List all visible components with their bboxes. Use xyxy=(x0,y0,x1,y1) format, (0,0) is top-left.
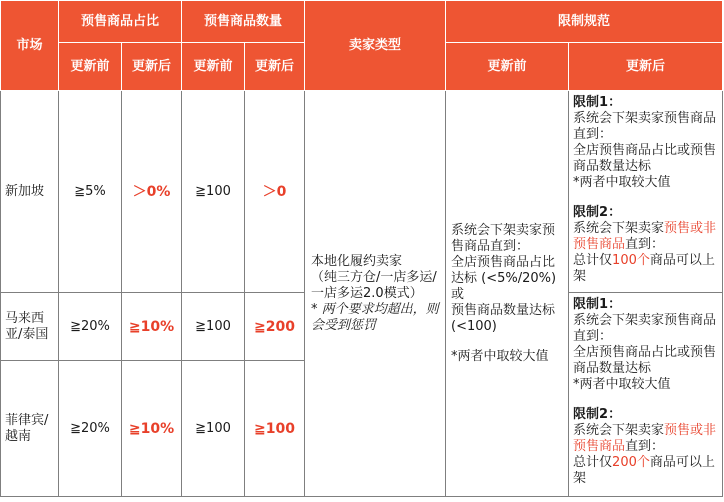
limit1-text3: *两者中取较大值 xyxy=(573,175,671,190)
market-cell: 菲律宾/越南 xyxy=(1,361,59,497)
header-qty-after: 更新后 xyxy=(245,43,305,91)
limit2-count: 100个 xyxy=(612,253,650,268)
rule-before-text4: 预售商品数量达标 (<100) xyxy=(451,302,556,334)
qty-before-cell: ≧100 xyxy=(182,91,245,293)
limit1-text1: 系统会下架卖家预售商品直到： xyxy=(573,313,717,344)
header-presale-ratio: 预售商品占比 xyxy=(59,1,182,43)
qty-after-cell: ≧100 xyxy=(245,361,305,497)
table-row xyxy=(1,91,723,293)
ratio-before-cell: ≧20% xyxy=(59,361,122,497)
limit1-title: 限制1： xyxy=(573,95,622,110)
ratio-after-cell: ≧10% xyxy=(122,293,182,361)
seller-type-line1: 本地化履约卖家 xyxy=(311,253,403,269)
limit2-text: 系统会下架卖家预售或非预售商品直到： xyxy=(573,423,717,454)
ratio-before-cell: ≧5% xyxy=(59,91,122,293)
limit2-title: 限制2： xyxy=(573,205,622,220)
header-seller-type: 卖家类型 xyxy=(305,1,446,91)
limit2-count: 200个 xyxy=(612,455,650,470)
rule-before-text1: 系统会下架卖家预售商品直到： xyxy=(451,222,556,254)
header-ratio-before: 更新前 xyxy=(59,43,122,91)
qty-before-cell: ≧100 xyxy=(182,293,245,361)
limit2-title: 限制2： xyxy=(573,407,622,422)
presale-or-nonpresale-label: 预售或非预售商品 xyxy=(573,423,717,454)
limit2-count-text: 总计仅100个商品可以上架 xyxy=(573,253,715,284)
seller-type-cell xyxy=(305,91,446,497)
rule-before-text5: *两者中取较大值 xyxy=(451,348,549,364)
rule-before-text3: 或 xyxy=(451,286,465,302)
ratio-after-cell: ＞0% xyxy=(122,91,182,293)
market-cell: 新加坡 xyxy=(1,91,59,293)
ratio-after-cell: ≧10% xyxy=(122,361,182,497)
rule-before-cell xyxy=(446,91,569,497)
seller-penalty-note: * 两个要求均超出，则会受到惩罚 xyxy=(311,301,439,333)
limit1-title: 限制1： xyxy=(573,297,622,312)
ratio-before-cell: ≧20% xyxy=(59,293,122,361)
header-rule-before: 更新前 xyxy=(446,43,569,91)
header-qty-before: 更新前 xyxy=(182,43,245,91)
limit1-text3: *两者中取较大值 xyxy=(573,377,671,392)
presale-or-nonpresale-label: 预售或非预售商品 xyxy=(573,221,717,252)
limit1-text2: 全店预售商品占比或预售商品数量达标 xyxy=(573,345,717,376)
header-rule-after: 更新后 xyxy=(569,43,723,91)
qty-before-cell: ≧100 xyxy=(182,361,245,497)
header-market: 市场 xyxy=(1,1,59,91)
header-presale-quantity: 预售商品数量 xyxy=(182,1,305,43)
limit1-text1: 系统会下架卖家预售商品直到： xyxy=(573,111,717,142)
rule-after-other-cell xyxy=(569,293,723,497)
qty-after-cell: ＞0 xyxy=(245,91,305,293)
rule-before-text2: 全店预售商品占比达标 (<5%/20%) xyxy=(451,254,557,286)
market-cell: 马来西亚/泰国 xyxy=(1,293,59,361)
rule-after-sg-cell xyxy=(569,91,723,293)
limit2-count-text: 总计仅200个商品可以上架 xyxy=(573,455,715,486)
qty-after-cell: ≧200 xyxy=(245,293,305,361)
header-ratio-after: 更新后 xyxy=(122,43,182,91)
header-restriction-rules: 限制规范 xyxy=(446,1,723,43)
seller-type-line2: （纯三方仓/一店多运/一店多运2.0模式） xyxy=(311,269,437,301)
limit1-text2: 全店预售商品占比或预售商品数量达标 xyxy=(573,143,717,174)
limit2-text: 系统会下架卖家预售或非预售商品直到： xyxy=(573,221,717,252)
